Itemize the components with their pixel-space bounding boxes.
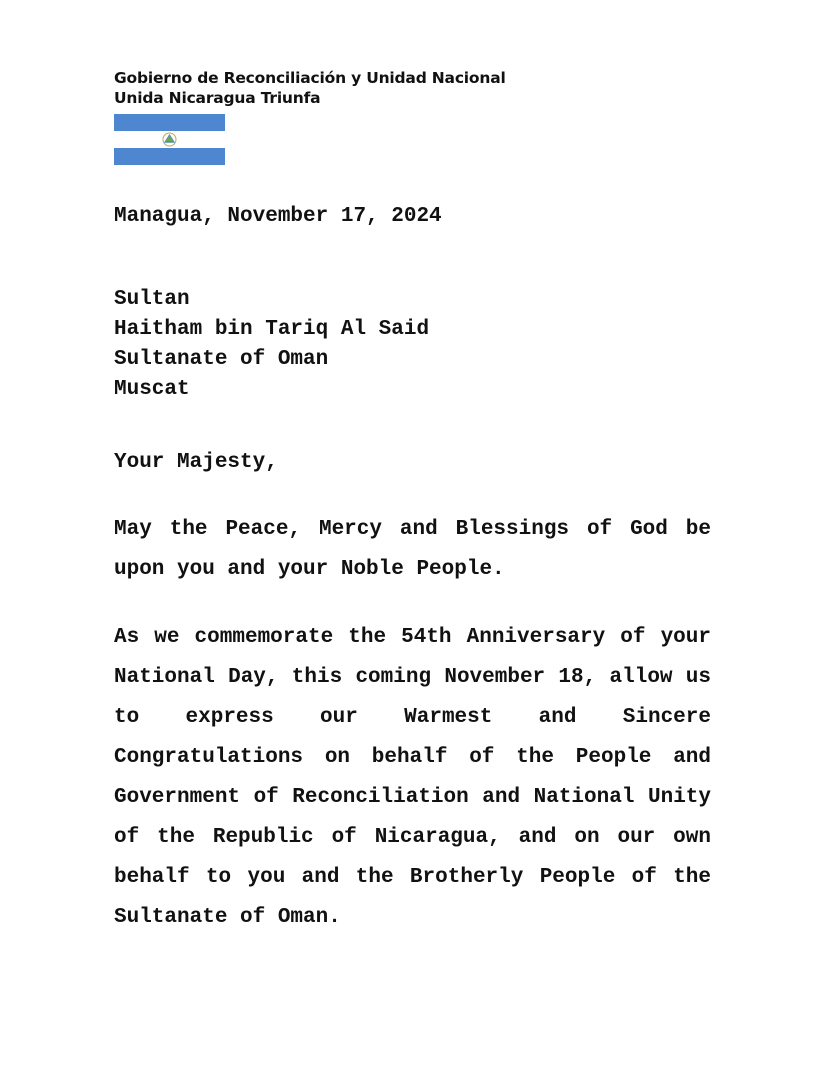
place-date: Managua, November 17, 2024: [114, 205, 442, 228]
congratulations-paragraph: As we commemorate the 54th Anniversary of your National Day, this coming November 18, allow us to express our Warmest and Sincere Congratulations on behalf of the People and Government of Reconciliation and National Unity of the Republic of Nicaragua, and on our own behalf to you and the Brotherly People of the Sultanate of Oman.: [114, 626, 711, 929]
addressee-name: Haitham bin Tariq Al Said: [114, 318, 430, 341]
addressee-city: Muscat: [114, 378, 190, 401]
letterhead-government-name: Gobierno de Reconciliación y Unidad Nacional: [114, 69, 506, 87]
letterhead: [114, 68, 506, 108]
addressee-block: [114, 285, 429, 405]
salutation: Your Majesty,: [114, 451, 278, 474]
addressee-country: Sultanate of Oman: [114, 348, 329, 371]
nicaragua-flag-icon: [114, 114, 225, 165]
letterhead-motto: Unida Nicaragua Triunfa: [114, 89, 321, 107]
blessing-paragraph: May the Peace, Mercy and Blessings of God be upon you and your Noble People.: [114, 518, 711, 581]
addressee-title: Sultan: [114, 288, 190, 311]
